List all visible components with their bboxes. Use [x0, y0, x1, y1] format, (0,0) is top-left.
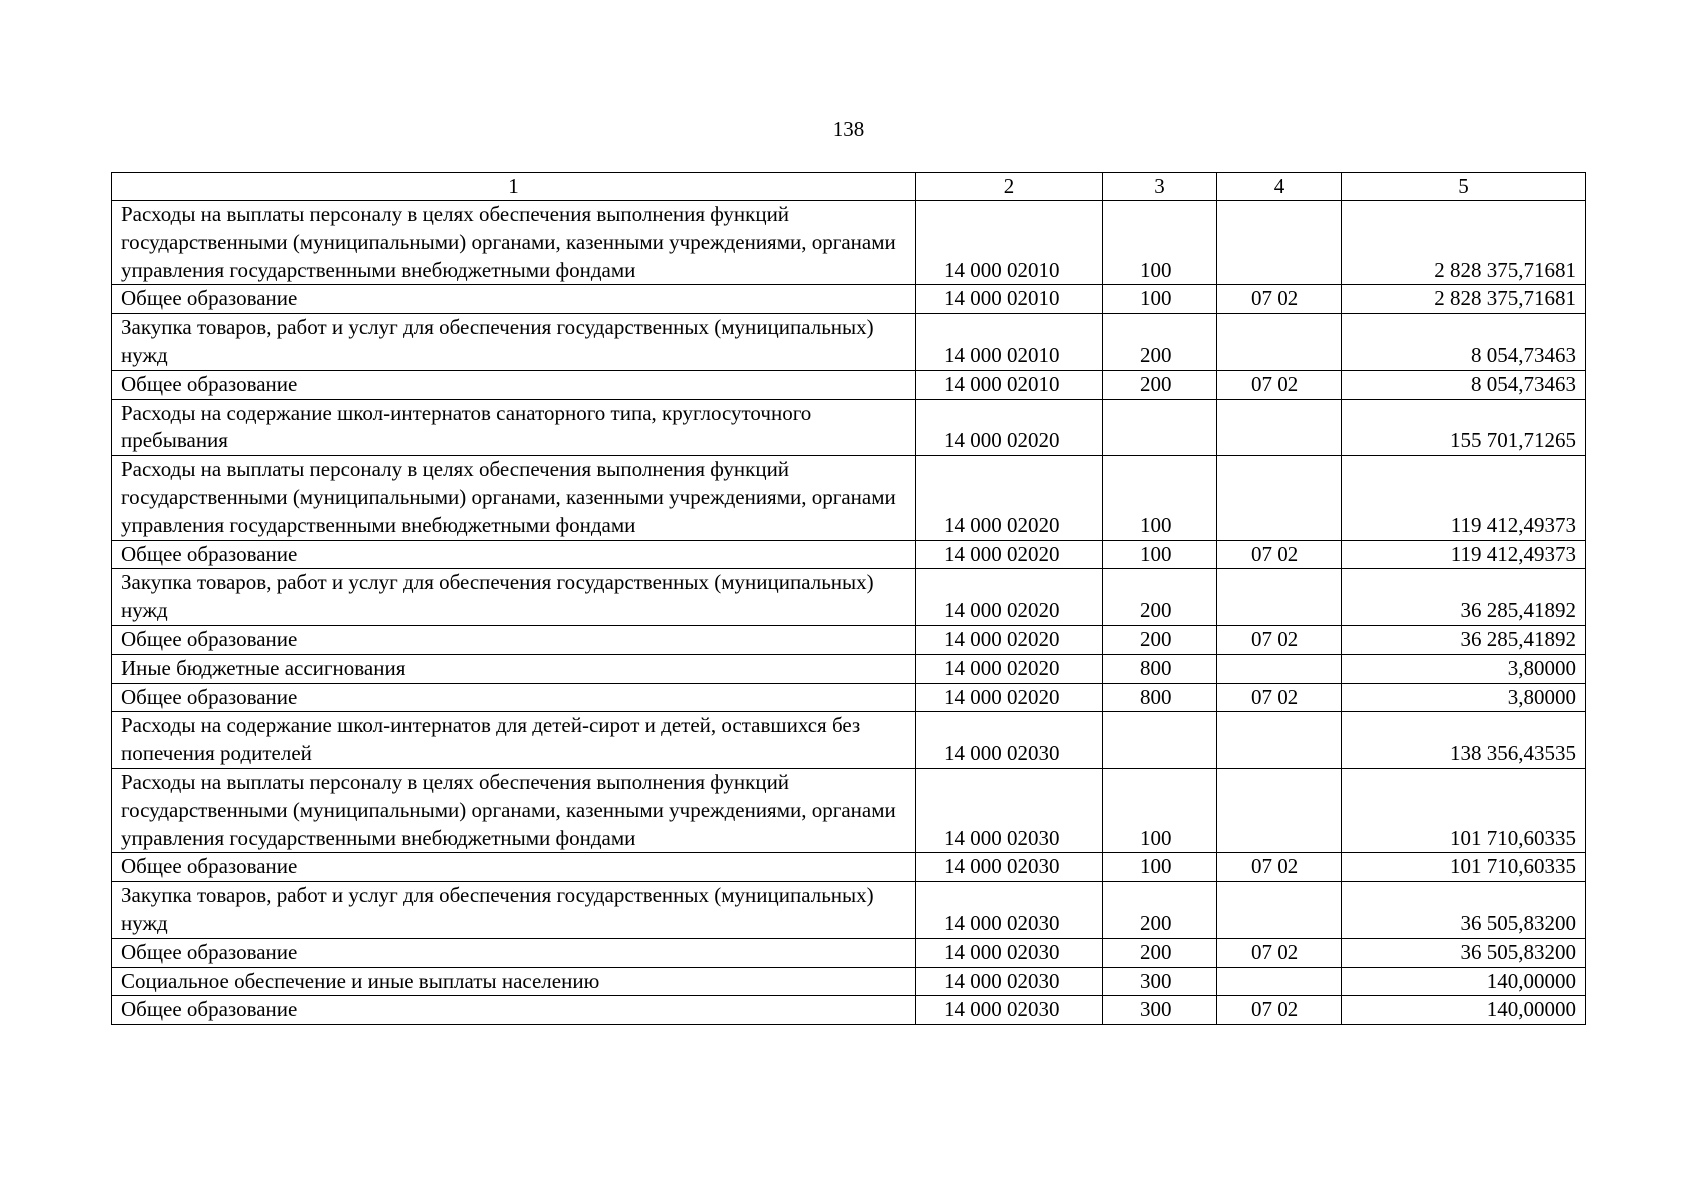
cell-amount: 36 505,83200 — [1342, 938, 1586, 967]
cell-section-code: 07 02 — [1217, 938, 1342, 967]
cell-name: Общее образование — [112, 370, 916, 399]
cell-target-code: 14 000 02030 — [916, 967, 1103, 996]
cell-name: Общее образование — [112, 285, 916, 314]
cell-amount: 119 412,49373 — [1342, 540, 1586, 569]
cell-name: Общее образование — [112, 540, 916, 569]
cell-expense-type: 200 — [1103, 938, 1217, 967]
cell-amount: 155 701,71265 — [1342, 399, 1586, 456]
table-row — [112, 201, 1586, 285]
cell-expense-type: 100 — [1103, 540, 1217, 569]
cell-name: Общее образование — [112, 683, 916, 712]
header-row — [112, 173, 1586, 201]
cell-target-code: 14 000 02020 — [916, 540, 1103, 569]
cell-section-code — [1217, 569, 1342, 626]
cell-amount: 3,80000 — [1342, 654, 1586, 683]
cell-section-code — [1217, 314, 1342, 371]
cell-target-code: 14 000 02020 — [916, 683, 1103, 712]
table-row — [112, 996, 1586, 1025]
cell-name: Общее образование — [112, 853, 916, 882]
cell-name: Расходы на выплаты персоналу в целях обеспечения выполнения функций государственными (муниципальными) органами, казенными учреждениями, органами управления государственными внебюджетными фондами — [112, 456, 916, 540]
column-header-3: 3 — [1103, 173, 1217, 201]
cell-target-code: 14 000 02010 — [916, 314, 1103, 371]
cell-target-code: 14 000 02030 — [916, 712, 1103, 769]
table-row — [112, 456, 1586, 540]
cell-expense-type — [1103, 712, 1217, 769]
cell-target-code: 14 000 02010 — [916, 201, 1103, 285]
cell-expense-type: 300 — [1103, 996, 1217, 1025]
cell-section-code — [1217, 882, 1342, 939]
cell-amount: 140,00000 — [1342, 967, 1586, 996]
cell-name: Закупка товаров, работ и услуг для обеспечения государственных (муниципальных) нужд — [112, 569, 916, 626]
column-header-2: 2 — [916, 173, 1103, 201]
cell-amount: 2 828 375,71681 — [1342, 285, 1586, 314]
cell-section-code — [1217, 768, 1342, 852]
cell-name: Закупка товаров, работ и услуг для обеспечения государственных (муниципальных) нужд — [112, 314, 916, 371]
cell-name: Иные бюджетные ассигнования — [112, 654, 916, 683]
cell-amount: 8 054,73463 — [1342, 370, 1586, 399]
cell-section-code — [1217, 712, 1342, 769]
cell-expense-type: 100 — [1103, 201, 1217, 285]
cell-expense-type: 200 — [1103, 882, 1217, 939]
cell-expense-type: 200 — [1103, 569, 1217, 626]
cell-target-code: 14 000 02030 — [916, 882, 1103, 939]
cell-expense-type: 800 — [1103, 654, 1217, 683]
cell-expense-type: 200 — [1103, 370, 1217, 399]
table-row — [112, 882, 1586, 939]
cell-amount: 119 412,49373 — [1342, 456, 1586, 540]
table-row — [112, 370, 1586, 399]
table-row — [112, 540, 1586, 569]
cell-target-code: 14 000 02010 — [916, 285, 1103, 314]
cell-expense-type: 200 — [1103, 625, 1217, 654]
cell-target-code: 14 000 02030 — [916, 768, 1103, 852]
cell-target-code: 14 000 02020 — [916, 654, 1103, 683]
cell-amount: 36 285,41892 — [1342, 569, 1586, 626]
cell-target-code: 14 000 02010 — [916, 370, 1103, 399]
table-body — [112, 201, 1586, 1025]
cell-name: Расходы на содержание школ-интернатов санаторного типа, круглосуточного пребывания — [112, 399, 916, 456]
cell-amount: 8 054,73463 — [1342, 314, 1586, 371]
table-row — [112, 399, 1586, 456]
cell-section-code: 07 02 — [1217, 853, 1342, 882]
cell-amount: 2 828 375,71681 — [1342, 201, 1586, 285]
cell-amount: 36 285,41892 — [1342, 625, 1586, 654]
table-row — [112, 569, 1586, 626]
cell-name: Расходы на содержание школ-интернатов для детей-сирот и детей, оставшихся без попечения родителей — [112, 712, 916, 769]
cell-target-code: 14 000 02030 — [916, 853, 1103, 882]
column-header-1: 1 — [112, 173, 916, 201]
cell-section-code: 07 02 — [1217, 996, 1342, 1025]
cell-expense-type: 200 — [1103, 314, 1217, 371]
cell-name: Социальное обеспечение и иные выплаты населению — [112, 967, 916, 996]
table-row — [112, 625, 1586, 654]
cell-expense-type: 800 — [1103, 683, 1217, 712]
table-row — [112, 285, 1586, 314]
cell-section-code: 07 02 — [1217, 683, 1342, 712]
table-row — [112, 768, 1586, 852]
cell-name: Расходы на выплаты персоналу в целях обеспечения выполнения функций государственными (муниципальными) органами, казенными учреждениями, органами управления государственными внебюджетными фондами — [112, 201, 916, 285]
cell-target-code: 14 000 02020 — [916, 625, 1103, 654]
cell-section-code — [1217, 654, 1342, 683]
cell-name: Общее образование — [112, 996, 916, 1025]
cell-amount: 138 356,43535 — [1342, 712, 1586, 769]
cell-section-code: 07 02 — [1217, 540, 1342, 569]
page-number: 138 — [832, 117, 865, 141]
cell-amount: 101 710,60335 — [1342, 853, 1586, 882]
cell-amount: 3,80000 — [1342, 683, 1586, 712]
cell-target-code: 14 000 02020 — [916, 569, 1103, 626]
cell-amount: 101 710,60335 — [1342, 768, 1586, 852]
cell-target-code: 14 000 02020 — [916, 399, 1103, 456]
table-row — [112, 654, 1586, 683]
cell-section-code — [1217, 201, 1342, 285]
cell-section-code — [1217, 399, 1342, 456]
table-row — [112, 938, 1586, 967]
table-row — [112, 314, 1586, 371]
cell-expense-type: 100 — [1103, 456, 1217, 540]
cell-amount: 140,00000 — [1342, 996, 1586, 1025]
cell-section-code: 07 02 — [1217, 625, 1342, 654]
cell-amount: 36 505,83200 — [1342, 882, 1586, 939]
column-header-4: 4 — [1217, 173, 1342, 201]
table-row — [112, 853, 1586, 882]
table-row — [112, 683, 1586, 712]
cell-expense-type: 100 — [1103, 768, 1217, 852]
cell-section-code: 07 02 — [1217, 285, 1342, 314]
cell-name: Расходы на выплаты персоналу в целях обеспечения выполнения функций государственными (муниципальными) органами, казенными учреждениями, органами управления государственными внебюджетными фондами — [112, 768, 916, 852]
cell-expense-type: 100 — [1103, 285, 1217, 314]
cell-target-code: 14 000 02030 — [916, 996, 1103, 1025]
table-row — [112, 712, 1586, 769]
cell-section-code — [1217, 456, 1342, 540]
cell-name: Закупка товаров, работ и услуг для обеспечения государственных (муниципальных) нужд — [112, 882, 916, 939]
cell-expense-type: 100 — [1103, 853, 1217, 882]
cell-expense-type — [1103, 399, 1217, 456]
table-row — [112, 967, 1586, 996]
column-header-5: 5 — [1342, 173, 1586, 201]
cell-section-code: 07 02 — [1217, 370, 1342, 399]
cell-target-code: 14 000 02020 — [916, 456, 1103, 540]
cell-expense-type: 300 — [1103, 967, 1217, 996]
budget-table — [111, 172, 1586, 1025]
cell-section-code — [1217, 967, 1342, 996]
cell-target-code: 14 000 02030 — [916, 938, 1103, 967]
cell-name: Общее образование — [112, 938, 916, 967]
cell-name: Общее образование — [112, 625, 916, 654]
